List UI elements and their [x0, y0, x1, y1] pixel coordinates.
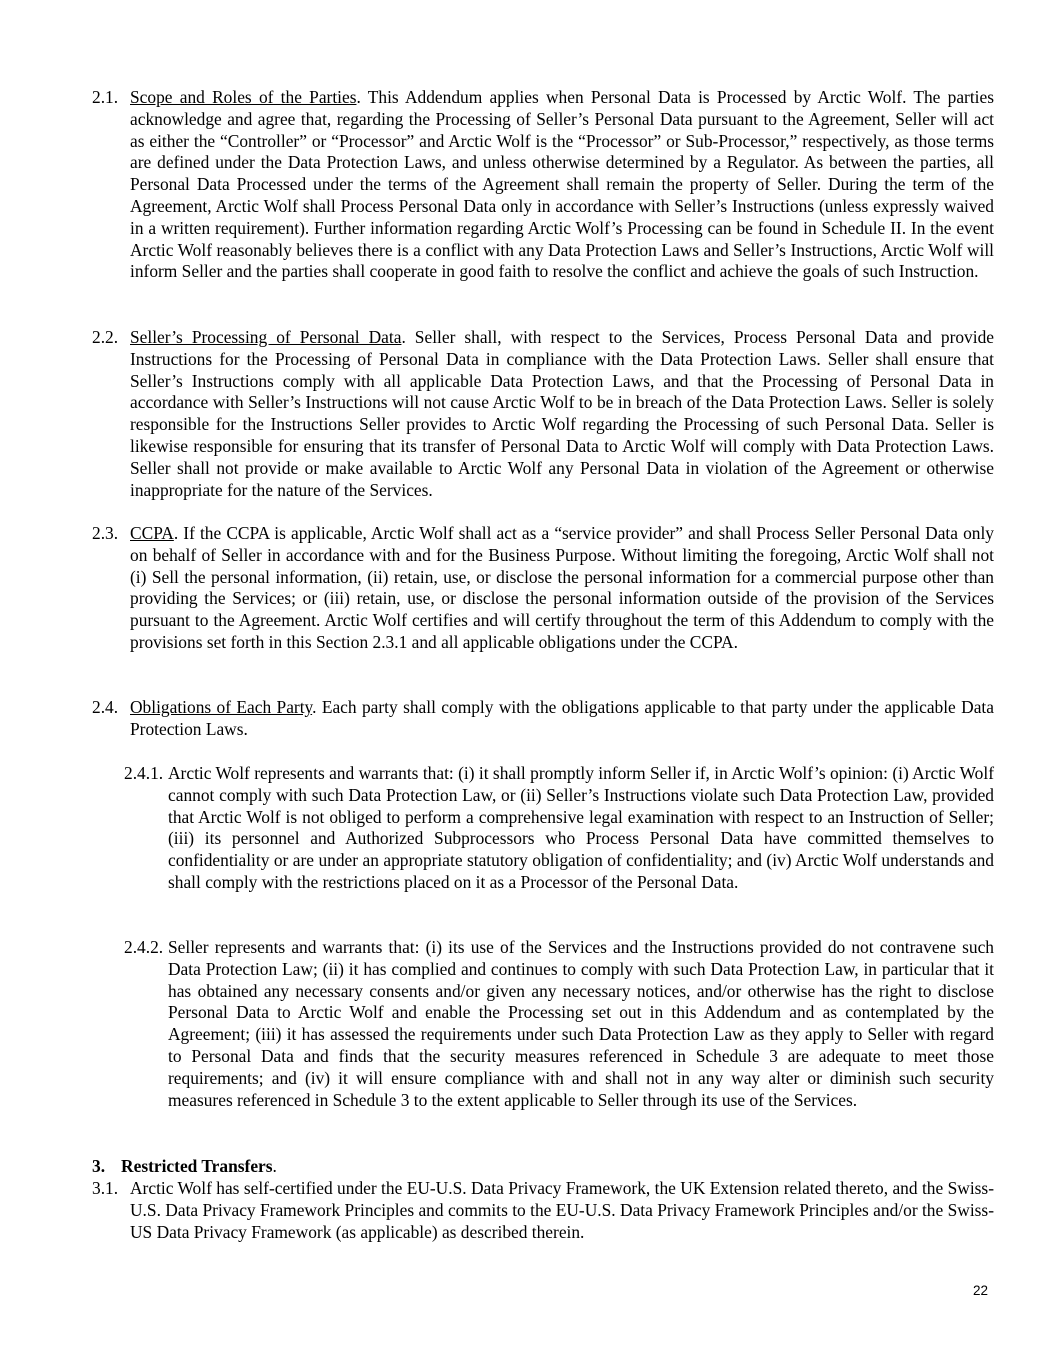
section-3-heading [92, 1156, 277, 1178]
clause-2-3 [92, 523, 994, 654]
clause-body [92, 697, 994, 741]
clause-text: . Seller shall, with respect to the Services, Process Personal Data and provide Instructions for the Processing of Personal Data in compliance with the Data Protection Laws. Seller shall ensure that Seller’s Instructions comply with all applicable Data Protection Laws, and that the Processing of Personal Data in accordance with Seller’s Instructions will not cause Arctic Wolf to be in breach of the Data Protection Laws. Seller is solely responsible for the Instructions Seller provides to Arctic Wolf regarding the Processing of such Personal Data. Seller is likewise responsible for ensuring that its transfer of Personal Data to Arctic Wolf will comply with Data Protection Laws. Seller shall not provide or make available to Arctic Wolf any Personal Data in violation of the Agreement or otherwise inappropriate for the nature of the Services. [130, 327, 994, 500]
clause-body [92, 523, 994, 654]
clause-title: Obligations of Each Party [130, 697, 313, 717]
section-title: Restricted Transfers [121, 1156, 273, 1176]
section-title-punct: . [272, 1156, 277, 1176]
clause-2-1 [92, 87, 994, 283]
clause-3-1 [92, 1178, 994, 1243]
clause-text: . This Addendum applies when Personal Data is Processed by Arctic Wolf. The parties acknowledge and agree that, regarding the Processing of Seller’s Personal Data pursuant to the Agreement, Seller will act as either the “Controller” or “Processor” and Arctic Wolf is the “Processor” or Sub-Processor,” respectively, as those terms are defined under the Data Protection Laws, and unless otherwise determined by a Regulator. As between the parties, all Personal Data Processed under the terms of the Agreement shall remain the property of Seller. During the term of the Agreement, Arctic Wolf shall Process Personal Data only in accordance with Seller’s Instructions (unless expressly waived in a written requirement). Further information regarding Arctic Wolf’s Processing can be found in Schedule II. In the event Arctic Wolf reasonably believes there is a conflict with any Data Protection Laws and Seller’s Instructions, Arctic Wolf will inform Seller and the parties shall cooperate in good faith to resolve the conflict and achieve the goals of such Instruction. [130, 87, 994, 282]
clause-2-2 [92, 327, 994, 501]
subclause-2-4-1 [124, 763, 994, 894]
clause-number: 2.4. [92, 697, 119, 717]
page-number: 22 [973, 1283, 989, 1298]
subclause-2-4-2 [124, 937, 994, 1111]
clause-2-4 [92, 697, 994, 741]
clause-text: Arctic Wolf has self-certified under the EU-U.S. Data Privacy Framework, the UK Extension related thereto, and the Swiss-U.S. Data Privacy Framework Principles and commits to the EU-U.S. Data Privacy Framework Principles and/or the Swiss-US Data Privacy Framework (as applicable) as described therein. [130, 1178, 994, 1242]
clause-title: CCPA [130, 523, 174, 543]
clause-body [92, 87, 994, 283]
clause-text: . If the CCPA is applicable, Arctic Wolf shall act as a “service provider” and shall Process Seller Personal Data only on behalf of Seller in accordance with and for the Business Purpose. Without limiting the foregoing, Arctic Wolf shall not (i) Sell the personal information, (ii) retain, use, or disclose the personal information for a commercial purpose other than providing the Services; or (iii) retain, use, or disclose the personal information outside of the provision of the Services pursuant to the Agreement. Arctic Wolf certifies and will certify throughout the term of this Addendum to comply with the provisions set forth in this Section 2.3.1 and all applicable obligations under the CCPA. [130, 523, 994, 652]
clause-number: 3.1. [92, 1178, 119, 1198]
clause-title: Seller’s Processing of Personal Data [130, 327, 402, 347]
subclause-number: 2.4.2. [124, 937, 164, 957]
clause-number: 2.1. [92, 87, 119, 107]
clause-title: Scope and Roles of the Parties [130, 87, 357, 107]
clause-number: 2.2. [92, 327, 119, 347]
subclause-text: Seller represents and warrants that: (i) its use of the Services and the Instructions provided do not contravene such Data Protection Law; (ii) it has complied and continues to comply with such Data Protection Law, in particular that it has obtained any necessary consents and/or given any necessary notices, and/or otherwise has the right to disclose Personal Data to Arctic Wolf and enable the Processing set out in this Addendum and as contemplated by the Agreement; (iii) it has assessed the requirements under such Data Protection Law as they apply to Seller with regard to Personal Data and finds that the security measures referenced in Schedule 3 are adequate to meet those requirements; and (iv) it will ensure compliance with and shall not in any way alter or diminish such security measures referenced in Schedule 3 to the extent applicable to Seller through its use of the Services. [168, 937, 994, 1110]
clause-text: . Each party shall comply with the obligations applicable to that party under the applicable Data Protection Laws. [130, 697, 994, 739]
clause-body [92, 327, 994, 501]
subclause-text: Arctic Wolf represents and warrants that: (i) it shall promptly inform Seller if, in Arctic Wolf’s opinion: (i) Arctic Wolf cannot comply with such Data Protection Law, or (ii) Seller’s Instructions violate such Data Protection Law, provided that Arctic Wolf is not obliged to perform a comprehensive legal examination with respect to an Instruction of Seller; (iii) its personnel and Authorized Subprocessors who Process Personal Data have committed themselves to confidentiality or are under an appropriate statutory obligation of confidentiality; and (iv) Arctic Wolf understands and shall comply with the restrictions placed on it as a Processor of the Personal Data. [168, 763, 994, 892]
subclause-number: 2.4.1. [124, 763, 164, 783]
section-number: 3. [92, 1156, 106, 1176]
clause-number: 2.3. [92, 523, 119, 543]
